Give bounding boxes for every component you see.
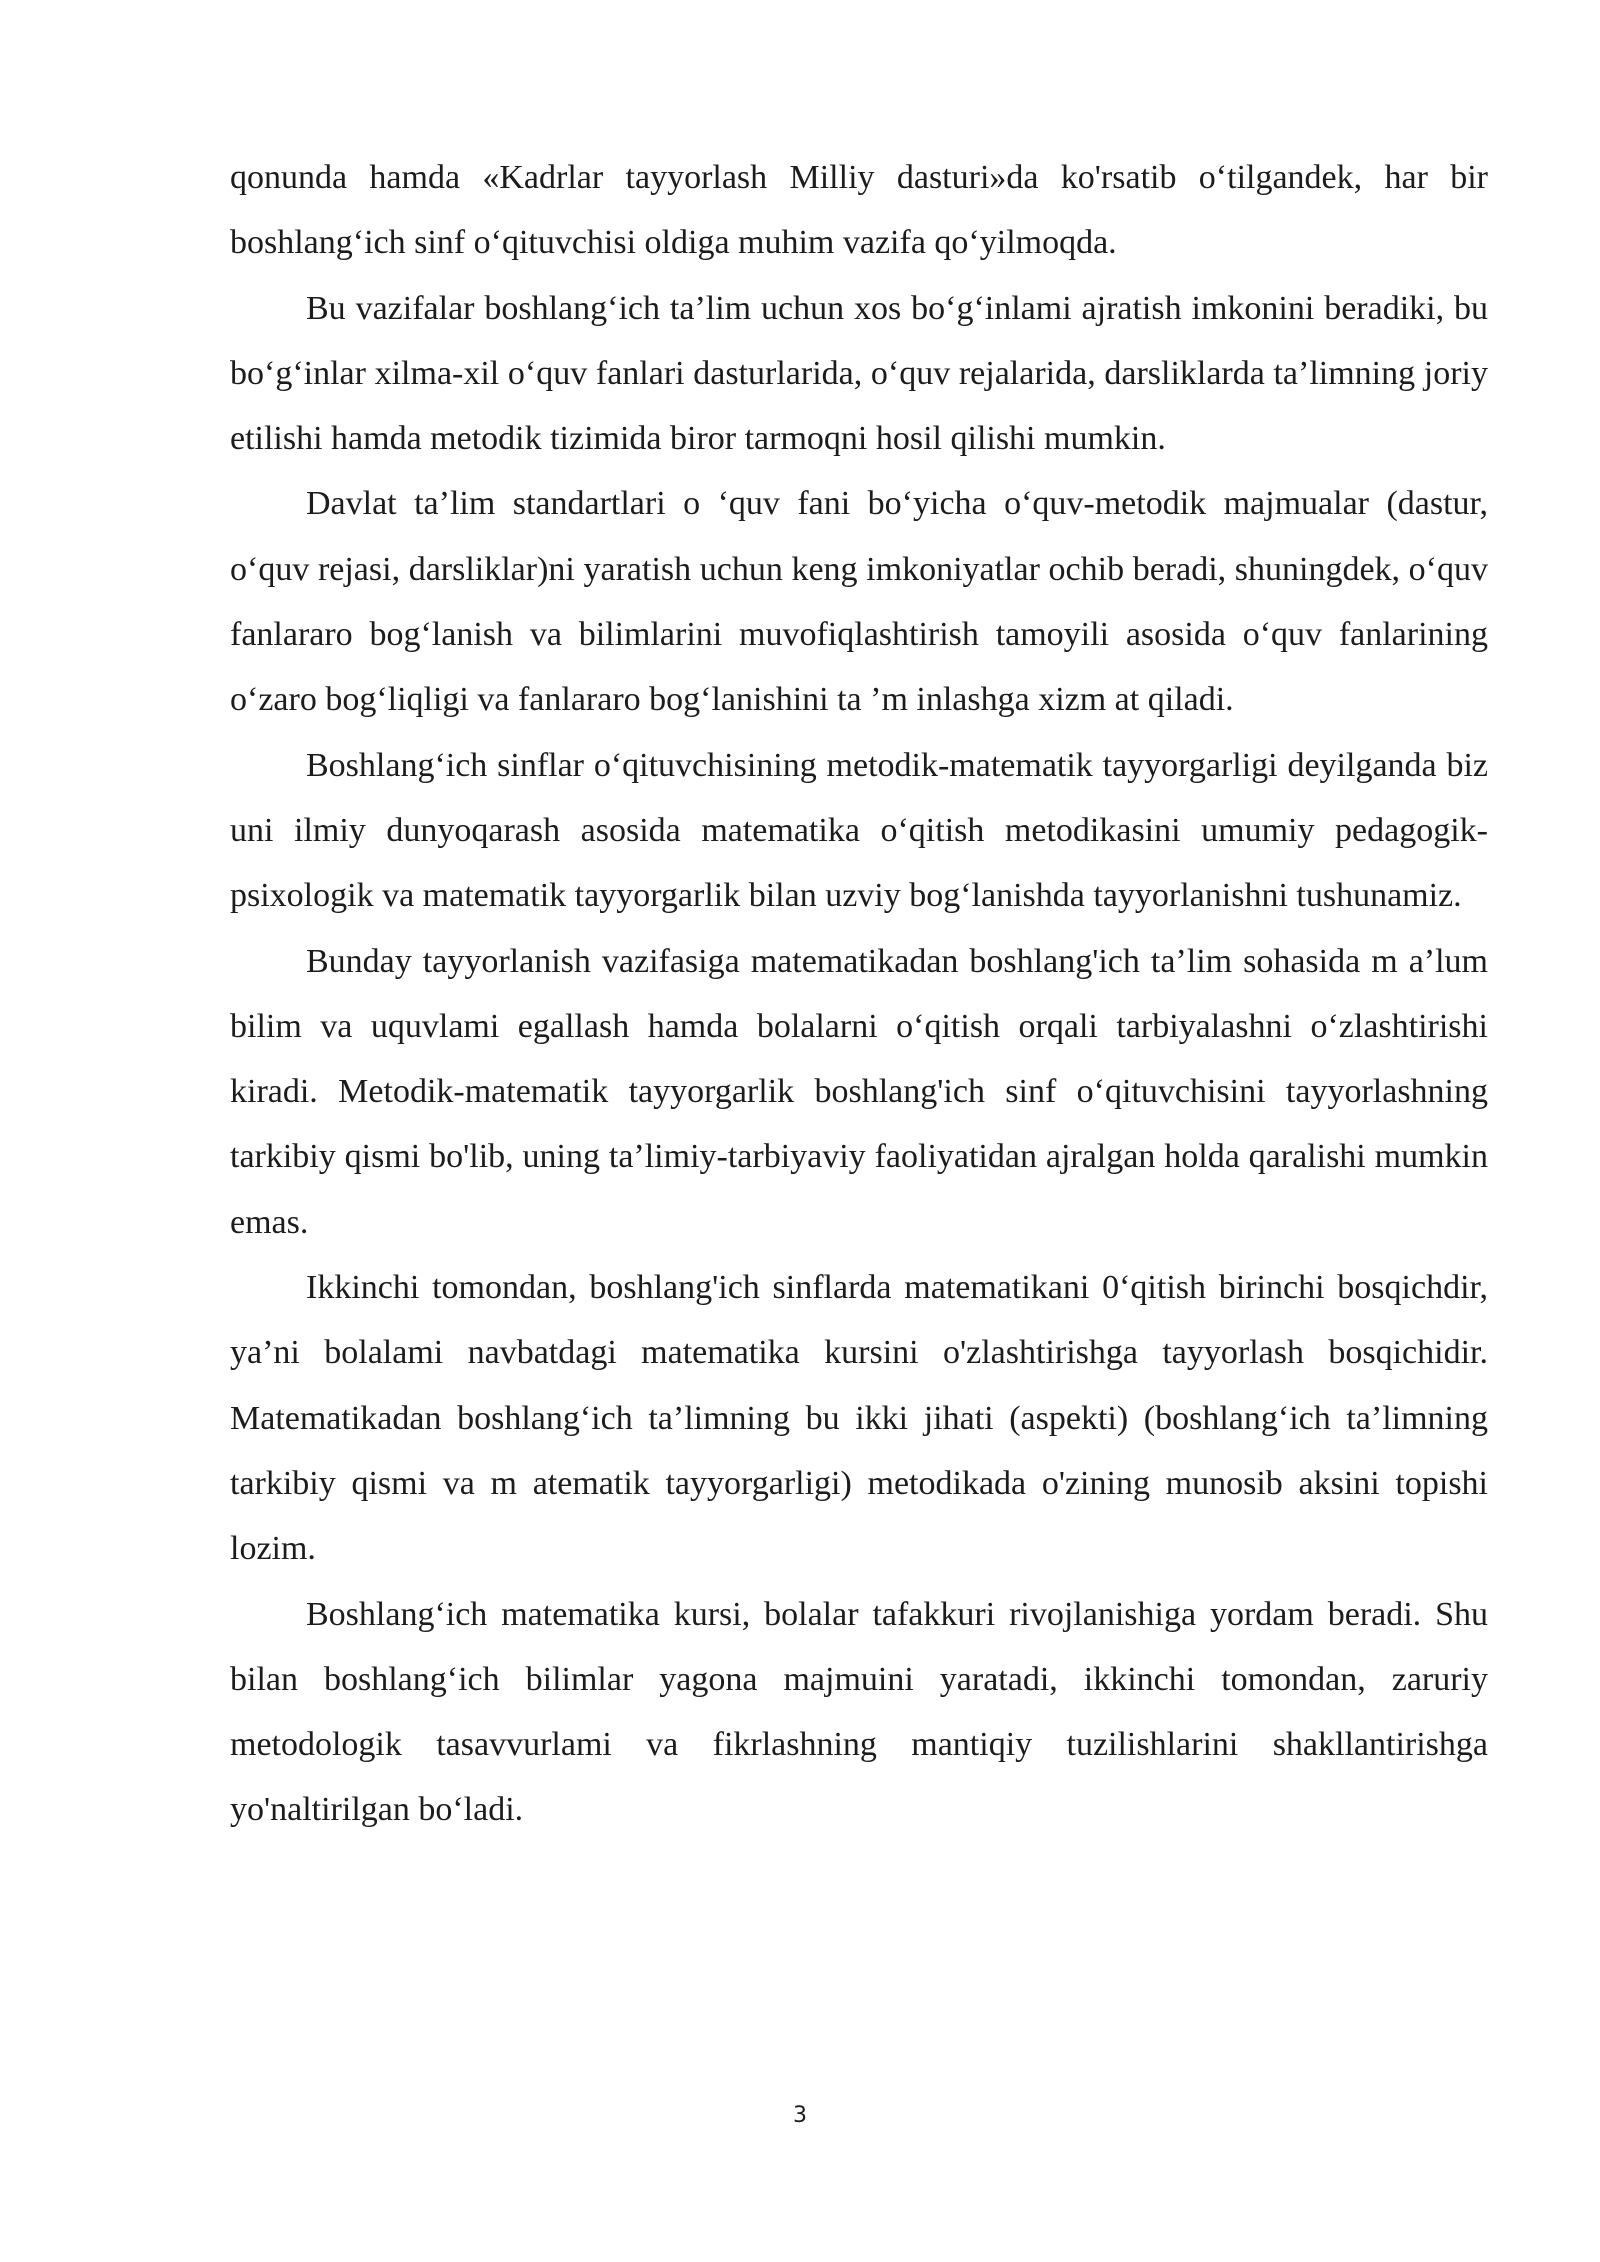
paragraph-3: Davlat ta’lim standartlari o ‘quv fani bo‘yicha o‘quv-metodik majmualar (dastur, o‘quv rejasi, darsliklar)ni yaratish uchun keng imkoniyatlar ochib beradi, shuningdek, o‘quv fanlararo bog‘lanish va bilimlarini muvofiqlashtirish tamoyili asosida o‘quv fanlarining o‘zaro bog‘liqligi va fanlararo bog‘lanishini ta ’m inlashga xizm at qiladi. bbox=[230, 485, 1488, 719]
paragraph-2: Bu vazifalar boshlang‘ich ta’lim uchun xos bo‘g‘inlami ajratish imkonini beradiki, bu bo‘g‘inlar xilma-xil o‘quv fanlari dasturlarida, o‘quv rejalarida, darsliklarda ta’limning joriy etilishi hamda metodik tizimida biror tarmoqni hosil qilishi mumkin. bbox=[230, 289, 1488, 458]
paragraph-6: Ikkinchi tomondan, boshlang'ich sinflarda matematikani 0‘qitish birinchi bosqichdir, ya’ni bolalami navbatdagi matematika kursini o'zlashtirishga tayyorlash bosqichidir. Matematikadan boshlang‘ich ta’limning bu ikki jihati (aspekti) (boshlang‘ich ta’limning tarkibiy qismi va m atematik tayyorgarligi) metodikada o'zining munosib aksini topishi lozim. bbox=[230, 1269, 1488, 1568]
paragraph-4: Boshlang‘ich sinflar o‘qituvchisining metodik-matematik tayyorgarligi deyilganda biz uni ilmiy dunyoqarash asosida matematika o‘qitish metodikasini umumiy pedagogik-psixologik va matematik tayyorgarlik bilan uzviy bog‘lanishda tayyorlanishni tushunamiz. bbox=[230, 746, 1488, 915]
page-number: 3 bbox=[793, 2103, 807, 2128]
paragraph-7: Boshlang‘ich matematika kursi, bolalar tafakkuri rivojlanishiga yordam beradi. Shu bilan boshlang‘ich bilimlar yagona majmuini yaratadi, ikkinchi tomondan, zaruriy metodologik tasavvurlami va fikrlashning mantiqiy tuzilishlarini shakllantirishga yo'naltirilgan bo‘ladi. bbox=[230, 1595, 1488, 1829]
paragraph-5: Bunday tayyorlanish vazifasiga matematikadan boshlang'ich ta’lim sohasida m a’lum bilim va uquvlami egallash hamda bolalarni o‘qitish orqali tarbiyalashni o‘zlashtirishi kiradi. Metodik-matematik tayyorgarlik boshlang'ich sinf o‘qituvchisini tayyorlashning tarkibiy qismi bo'lib, uning ta’limiy-tarbiyaviy faoliyatidan ajralgan holda qaralishi mumkin emas. bbox=[230, 942, 1488, 1241]
document-body bbox=[230, 145, 1488, 1843]
paragraph-1: qonunda hamda «Kadrlar tayyorlash Milliy dasturi»da ko'rsatib o‘tilgandek, har bir boshlang‘ich sinf o‘qituvchisi oldiga muhim vazifa qo‘yilmoqda. bbox=[230, 159, 1488, 262]
